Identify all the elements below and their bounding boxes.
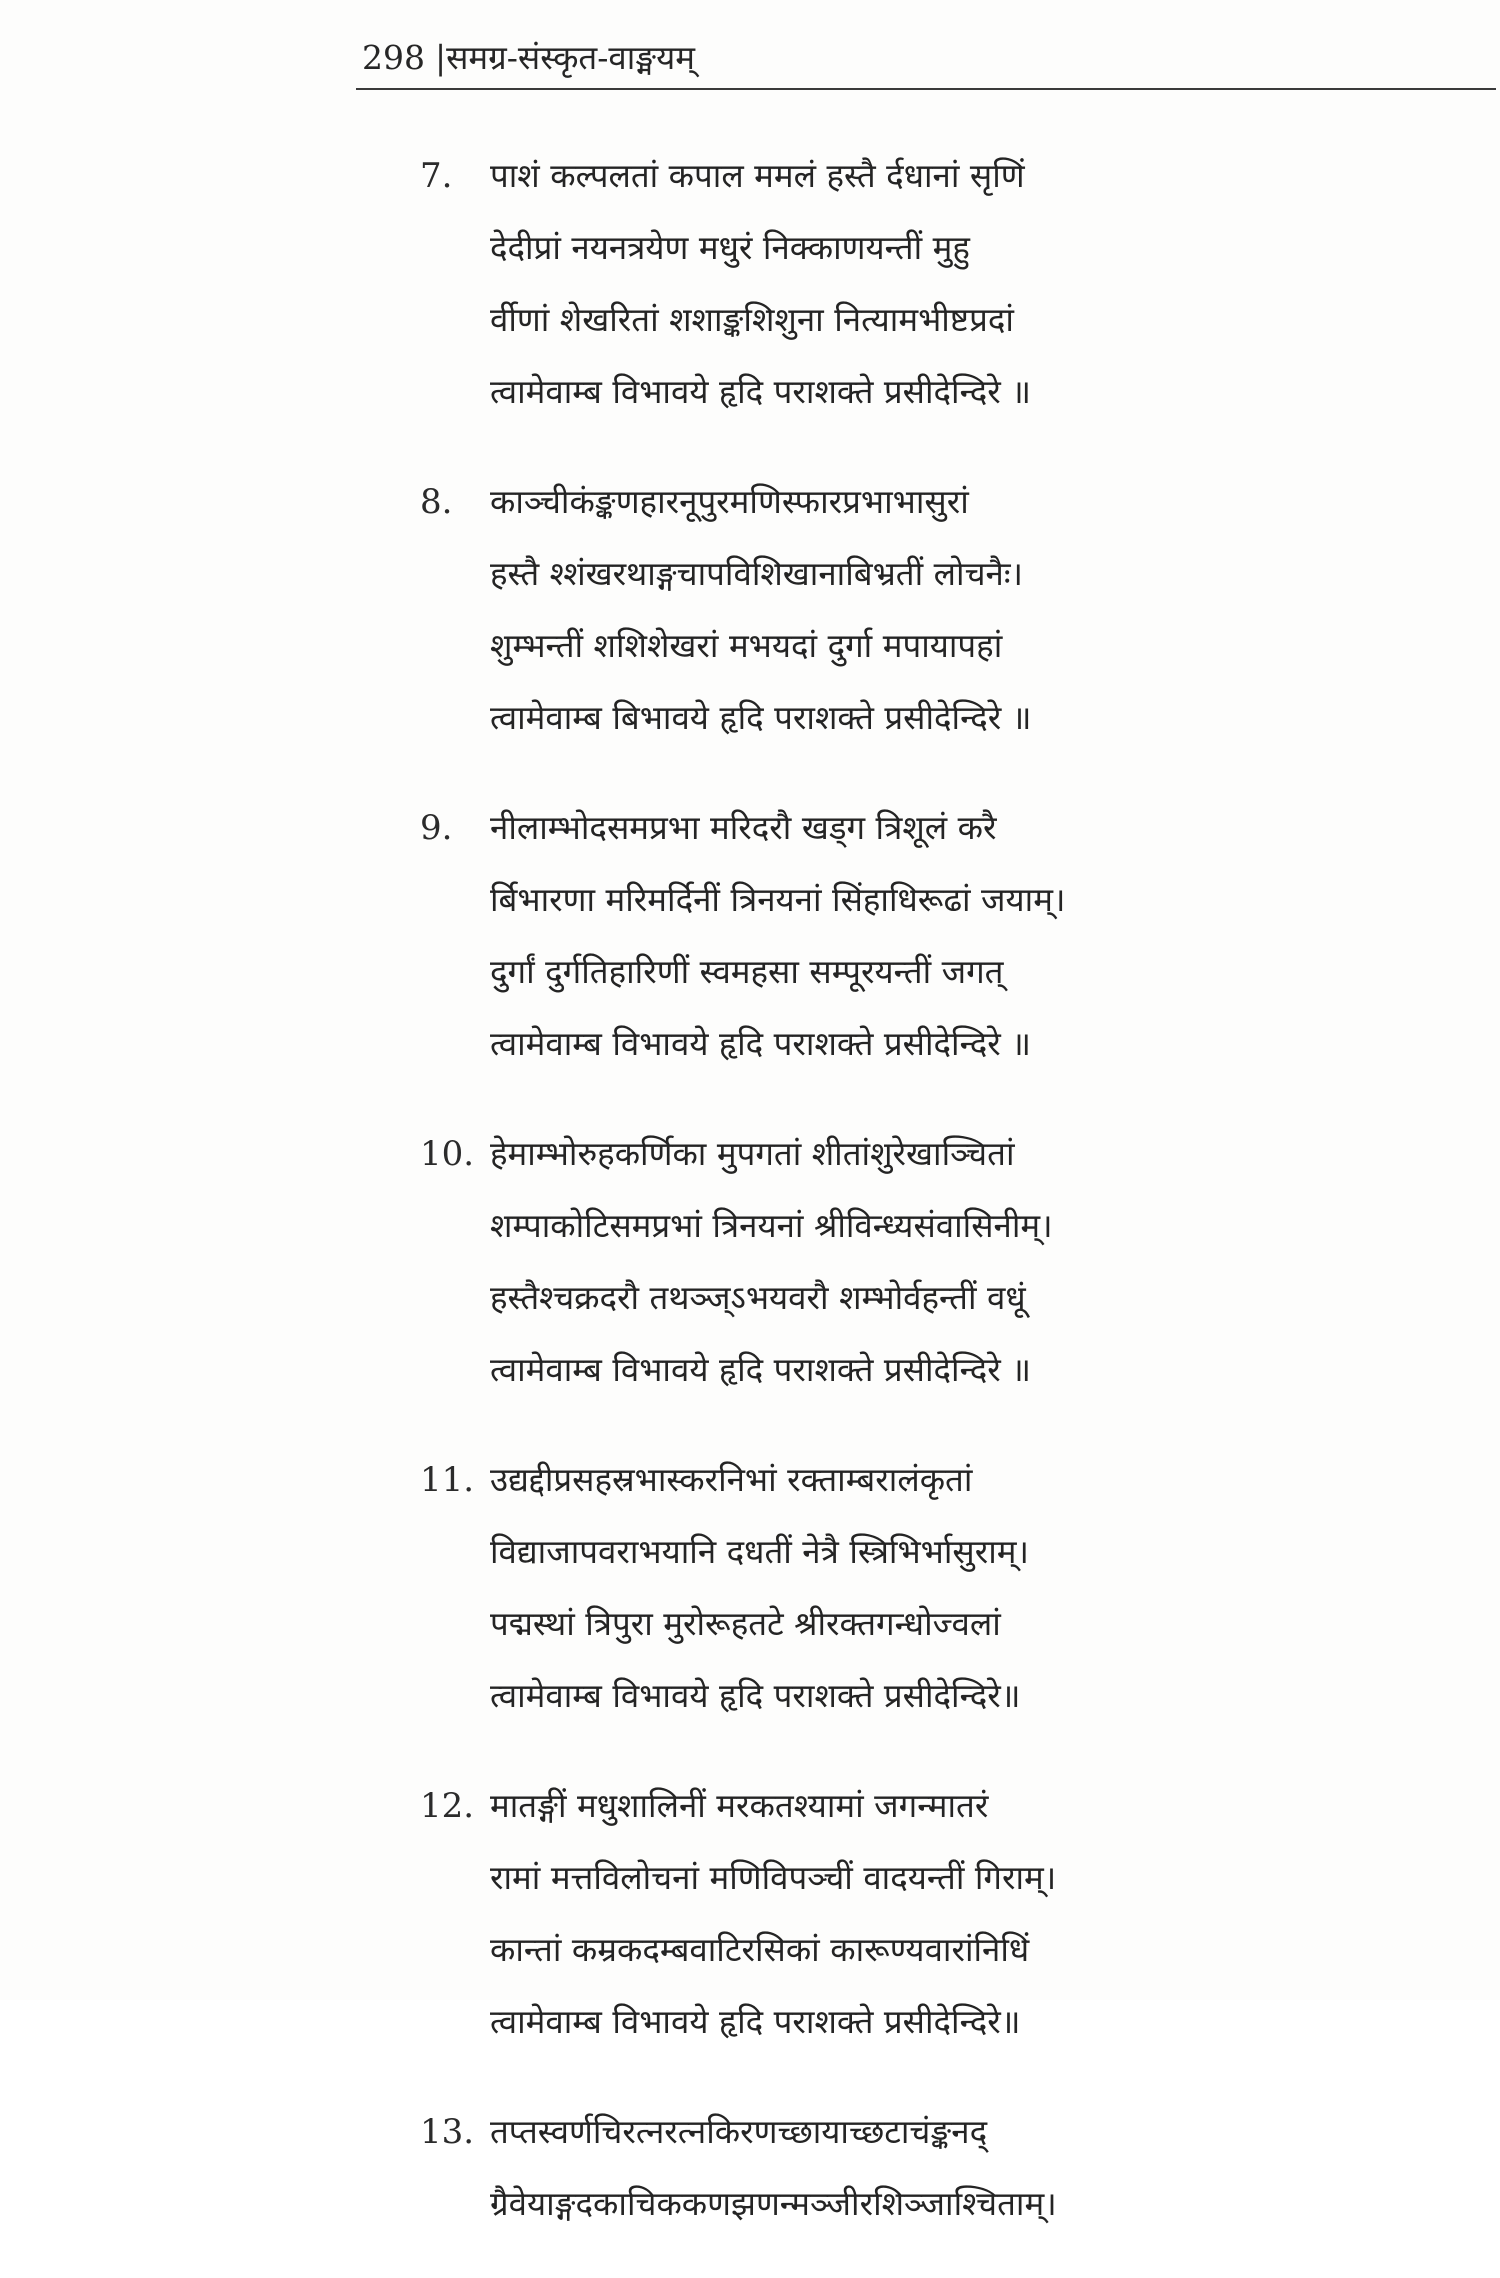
verse-line: हेमाम्भोरुहकर्णिका मुपगतां शीतांशुरेखाञ्चितां <box>490 1134 1015 1173</box>
verse-10 <box>420 1118 1420 1406</box>
verse-line: दुर्गां दुर्गतिहारिणीं स्वमहसा सम्पूरयन्तीं जगत् <box>490 952 1004 991</box>
verse-line: पाशं कल्पलतां कपाल ममलं हस्तै र्दधानां सृणिं <box>490 156 1025 195</box>
book-title: |समग्र-संस्कृत-वाङ्मयम् <box>435 38 696 77</box>
verse-line: पद्मस्थां त्रिपुरा मुरोरूहतटे श्रीरक्तगन्धोज्वलां <box>490 1604 1001 1643</box>
verse-lines <box>490 1444 1420 1732</box>
verse-12 <box>420 1770 1420 2058</box>
verse-line: शम्पाकोटिसमप्रभां त्रिनयनां श्रीविन्ध्यसंवासिनीम्। <box>490 1206 1053 1245</box>
verse-number: 11. <box>420 1460 475 1500</box>
verse-line: र्वीणां शेखरितां शशाङ्कशिशुना नित्यामभीष्टप्रदां <box>490 300 1014 339</box>
verse-line: कान्तां कम्रकदम्बवाटिरसिकां कारूण्यवारांनिधिं <box>490 1930 1030 1969</box>
verse-number: 7. <box>420 156 453 196</box>
page-number: 298 <box>362 38 425 77</box>
verse-number: 10. <box>420 1134 475 1174</box>
verse-line: काञ्चीकंङ्कणहारनूपुरमणिस्फारप्रभाभासुरां <box>490 482 969 521</box>
verse-line: उद्यद्दीप्रसहस्रभास्करनिभां रक्ताम्बरालंकृतां <box>490 1460 973 1499</box>
verse-lines <box>490 1118 1420 1406</box>
verse-line: त्वामेवाम्ब विभावये हृदि पराशक्ते प्रसीदेन्दिरे ॥ <box>490 1350 1032 1389</box>
verse-11 <box>420 1444 1420 1732</box>
verse-lines <box>490 1770 1420 2058</box>
verse-line: शुम्भन्तीं शशिशेखरां मभयदां दुर्गा मपायापहां <box>490 626 1003 665</box>
verse-line: रामां मत्तविलोचनां मणिविपञ्चीं वादयन्तीं गिराम्। <box>490 1858 1057 1897</box>
verse-line: त्वामेवाम्ब विभावये हृदि पराशक्ते प्रसीदेन्दिरे ॥ <box>490 372 1032 411</box>
verse-line: हस्तै श्शंखरथाङ्गचापविशिखानाबिभ्रतीं लोचनैः। <box>490 554 1024 593</box>
verse-lines <box>490 2096 1420 2240</box>
verse-number: 13. <box>420 2112 475 2152</box>
verse-line: तप्तस्वर्णचिरत्नरत्नकिरणच्छायाच्छटाचंङ्कनद् <box>490 2112 988 2151</box>
verse-line: नीलाम्भोदसमप्रभा मरिदरौ खड्ग त्रिशूलं करै <box>490 808 997 847</box>
page-header <box>356 28 1496 90</box>
verse-line: त्वामेवाम्ब बिभावये हृदि पराशक्ते प्रसीदेन्दिरे ॥ <box>490 698 1032 737</box>
verse-lines <box>490 466 1420 754</box>
verse-line: र्बिभारणा मरिमर्दिनीं त्रिनयनां सिंहाधिरूढां जयाम्। <box>490 880 1066 919</box>
verse-line: त्वामेवाम्ब विभावये हृदि पराशक्ते प्रसीदेन्दिरे॥ <box>490 2002 1021 2041</box>
verse-line: विद्याजापवराभयानि दधतीं नेत्रै स्त्रिभिर्भासुराम्। <box>490 1532 1030 1571</box>
verse-line: मातङ्गीं मधुशालिनीं मरकतश्यामां जगन्मातरं <box>490 1786 989 1825</box>
verse-number: 9. <box>420 808 453 848</box>
verse-list <box>420 140 1420 2278</box>
header-rule <box>356 88 1496 90</box>
verse-13 <box>420 2096 1420 2240</box>
verse-line: त्वामेवाम्ब विभावये हृदि पराशक्ते प्रसीदेन्दिरे ॥ <box>490 1024 1032 1063</box>
verse-9 <box>420 792 1420 1080</box>
verse-lines <box>490 140 1420 428</box>
verse-number: 8. <box>420 482 453 522</box>
header-text <box>362 34 695 82</box>
verse-7 <box>420 140 1420 428</box>
verse-line: देदीप्रां नयनत्रयेण मधुरं निक्काणयन्तीं मुहु <box>490 228 970 267</box>
verse-line: त्वामेवाम्ब विभावये हृदि पराशक्ते प्रसीदेन्दिरे॥ <box>490 1676 1021 1715</box>
verse-line: हस्तैश्चक्रदरौ तथञ्ज्ऽभयवरौ शम्भोर्वहन्तीं वधूं <box>490 1278 1026 1317</box>
verse-8 <box>420 466 1420 754</box>
verse-number: 12. <box>420 1786 475 1826</box>
verse-lines <box>490 792 1420 1080</box>
verse-line: ग्रैवेयाङ्गदकाचिककणझणन्मञ्जीरशिञ्जाश्चिताम्। <box>490 2184 1057 2223</box>
